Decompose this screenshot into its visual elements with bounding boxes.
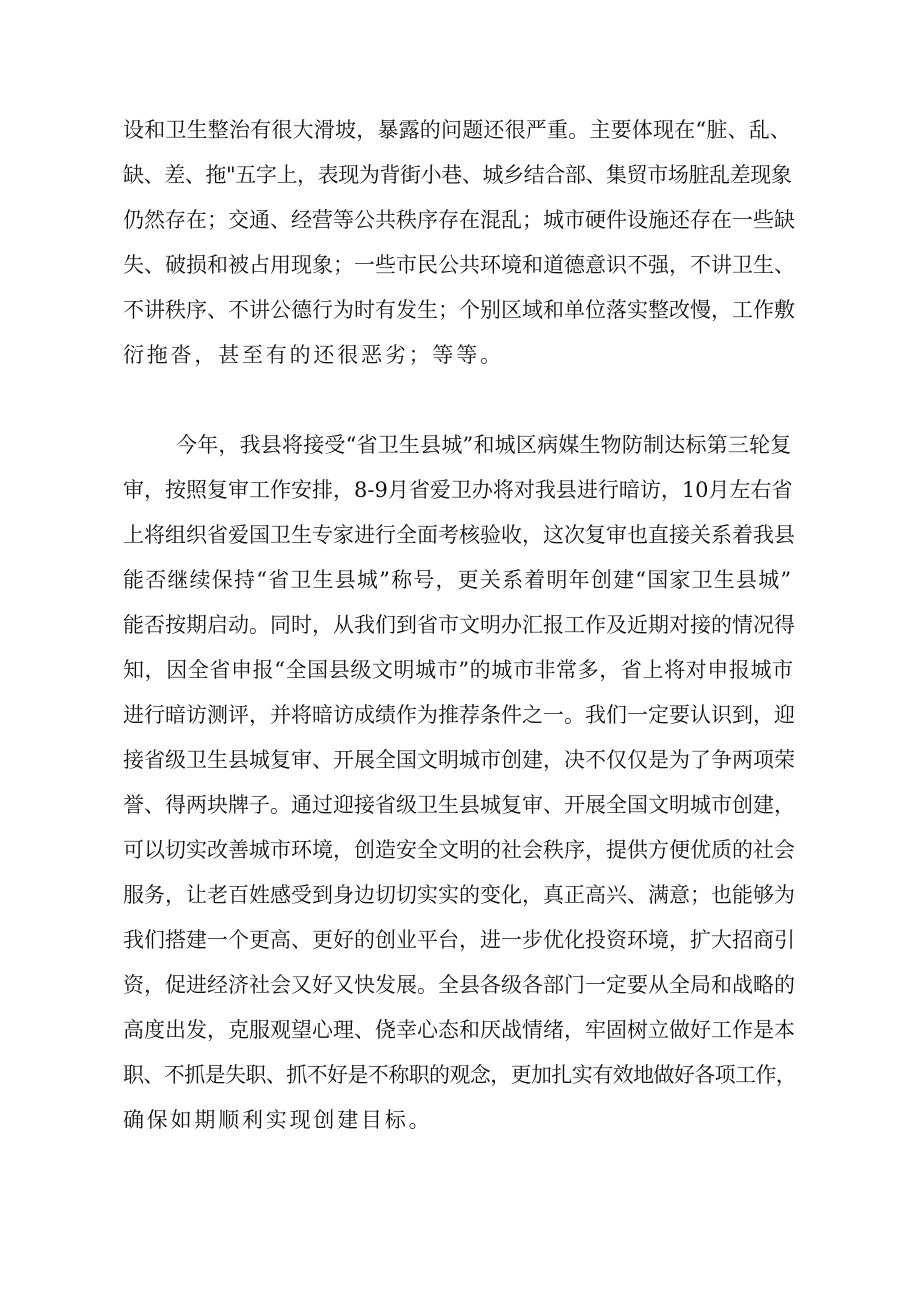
paragraph-2-line-14: 高度出发，克服观望心理、侥幸心态和厌战情绪，牢固树立做好工作是本 [123,1018,795,1042]
paragraph-2-line-10: 可以切实改善城市环境，创造安全文明的社会秩序，提供方便优质的社会 [123,838,795,862]
paragraph-2-line-12: 我们搭建一个更高、更好的创业平台，进一步优化投资环境，扩大招商引 [123,928,795,952]
paragraph-2-line-11: 服务，让老百姓感受到身边切切实实的变化，真正高兴、满意；也能够为 [123,883,795,907]
paragraph-2-line-3: 上将组织省爱国卫生专家进行全面考核验收，这次复审也直接关系着我县 [123,523,795,547]
paragraph-2-line-9: 誉、得两块牌子。通过迎接省级卫生县城复审、开展全国文明城市创建， [123,793,795,817]
paragraph-2-line-2: 审，按照复审工作安排，8-9月省爱卫办将对我县进行暗访，10月左右省 [123,478,793,502]
paragraph-2-line-1: 今年，我县将接受“省卫生县城”和城区病媒生物防制达标第三轮复 [176,433,792,457]
paragraph-2-line-16: 确保如期顺利实现创建目标。 [123,1108,433,1132]
paragraph-1-line-4: 失、破损和被占用现象；一些市民公共环境和道德意识不强，不讲卫生、 [123,253,795,277]
paragraph-1-line-1: 设和卫生整治有很大滑坡，暴露的问题还很严重。主要体现在“脏、乱、 [123,118,792,142]
paragraph-2-line-6: 知，因全省申报“全国县级文明城市”的城市非常多，省上将对申报城市 [123,658,794,682]
paragraph-2-line-13: 资，促进经济社会又好又快发展。全县各级各部门一定要从全局和战略的 [123,973,795,997]
paragraph-1-line-2: 缺、差、拖"五字上，表现为背街小巷、城乡结合部、集贸市场脏乱差现象 [123,163,792,187]
paragraph-1-line-5: 不讲秩序、不讲公德行为时有发生；个别区域和单位落实整改慢，工作敷 [123,298,795,322]
paragraph-1-line-6: 衍拖沓，甚至有的还很恶劣；等等。 [123,343,504,367]
paragraph-2-line-15: 职、不抓是失职、抓不好是不称职的观念，更加扎实有效地做好各项工作， [123,1063,797,1087]
paragraph-1-line-3: 仍然存在；交通、经营等公共秩序存在混乱；城市硬件设施还存在一些缺 [123,208,795,232]
paragraph-2-line-5: 能否按期启动。同时，从我们到省市文明办汇报工作及近期对接的情况得 [123,613,795,637]
paragraph-2-line-4: 能否继续保持“省卫生县城”称号，更关系着明年创建“国家卫生县城” [123,568,793,592]
paragraph-2-line-7: 进行暗访测评，并将暗访成绩作为推荐条件之一。我们一定要认识到，迎 [123,703,795,727]
paragraph-2-line-8: 接省级卫生县城复审、开展全国文明城市创建，决不仅仅是为了争两项荣 [123,748,795,772]
